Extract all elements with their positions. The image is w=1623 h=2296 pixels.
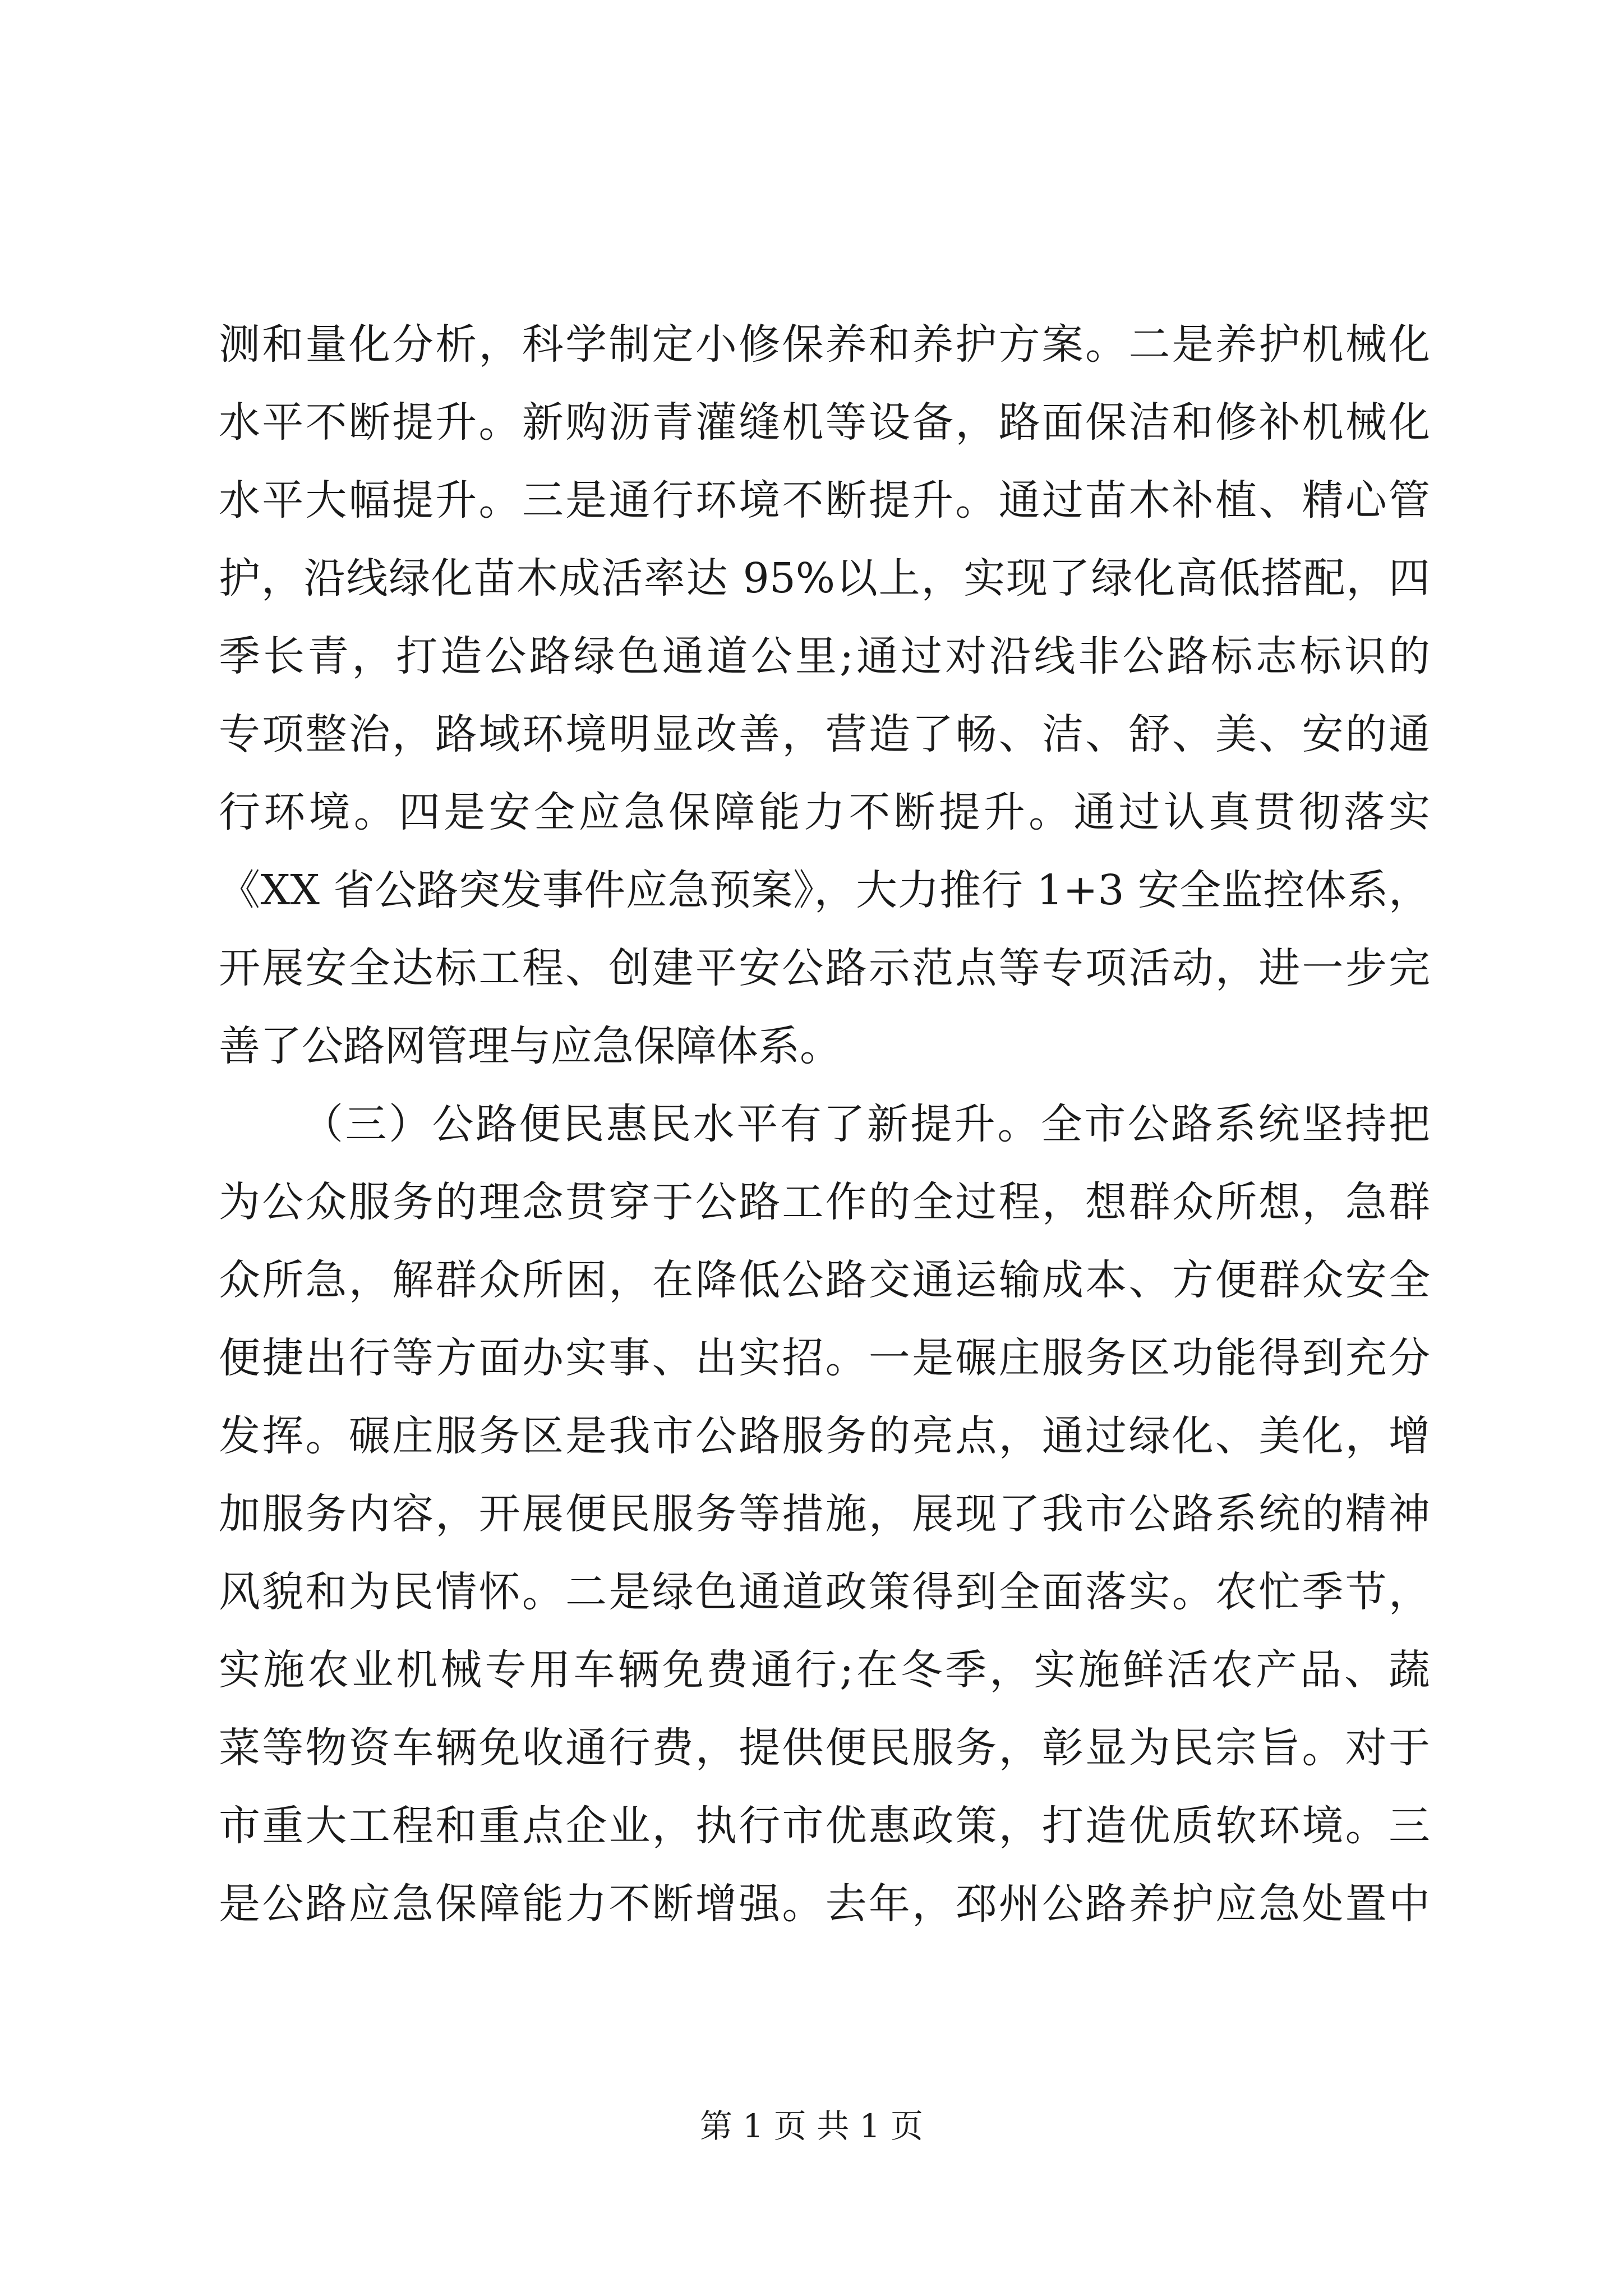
text-line: 市重大工程和重点企业，执行市优惠政策，打造优质软环境。三 xyxy=(219,1802,1430,1850)
page-footer xyxy=(0,2104,1623,2148)
text-line: 发挥。碾庄服务区是我市公路服务的亮点，通过绿化、美化，增 xyxy=(219,1412,1430,1460)
text-line: 风貌和为民情怀。二是绿色通道政策得到全面落实。农忙季节， xyxy=(219,1568,1430,1616)
text-line: 专项整治，路域环境明显改善，营造了畅、洁、舒、美、安的通 xyxy=(219,710,1430,758)
text-line: 开展安全达标工程、创建平安公路示范点等专项活动，进一步完 xyxy=(219,944,1430,992)
text-line: 菜等物资车辆免收通行费，提供便民服务，彰显为民宗旨。对于 xyxy=(219,1724,1430,1772)
text-line: 众所急，解群众所困，在降低公路交通运输成本、方便群众安全 xyxy=(219,1256,1430,1304)
text-line: 善了公路网管理与应急保障体系。 xyxy=(219,1022,841,1070)
page-number: 第 1 页 共 1 页 xyxy=(700,2107,923,2145)
text-line: 《XX 省公路突发事件应急预案》，大力推行 1+3 安全监控体系， xyxy=(219,866,1430,914)
text-line: 水平大幅提升。三是通行环境不断提升。通过苗木补植、精心管 xyxy=(219,476,1430,524)
text-line: 护，沿线绿化苗木成活率达 95%以上，实现了绿化高低搭配，四 xyxy=(219,554,1430,602)
text-line: 水平不断提升。新购沥青灌缝机等设备，路面保洁和修补机械化 xyxy=(219,398,1430,447)
text-line: 便捷出行等方面办实事、出实招。一是碾庄服务区功能得到充分 xyxy=(219,1334,1430,1382)
text-line: 测和量化分析，科学制定小修保养和养护方案。二是养护机械化 xyxy=(219,320,1430,369)
text-line: 行环境。四是安全应急保障能力不断提升。通过认真贯彻落实 xyxy=(219,788,1430,836)
text-line: 季长青，打造公路绿色通道公里;通过对沿线非公路标志标识的 xyxy=(219,632,1430,680)
text-line: 加服务内容，开展便民服务等措施，展现了我市公路系统的精神 xyxy=(219,1490,1430,1538)
text-line: 是公路应急保障能力不断增强。去年，邳州公路养护应急处置中 xyxy=(219,1880,1430,1928)
section-heading-line: （三）公路便民惠民水平有了新提升。全市公路系统坚持把 xyxy=(302,1100,1430,1148)
text-line: 实施农业机械专用车辆免费通行;在冬季，实施鲜活农产品、蔬 xyxy=(219,1646,1430,1694)
text-line: 为公众服务的理念贯穿于公路工作的全过程，想群众所想，急群 xyxy=(219,1178,1430,1226)
body-text xyxy=(219,306,1430,1943)
